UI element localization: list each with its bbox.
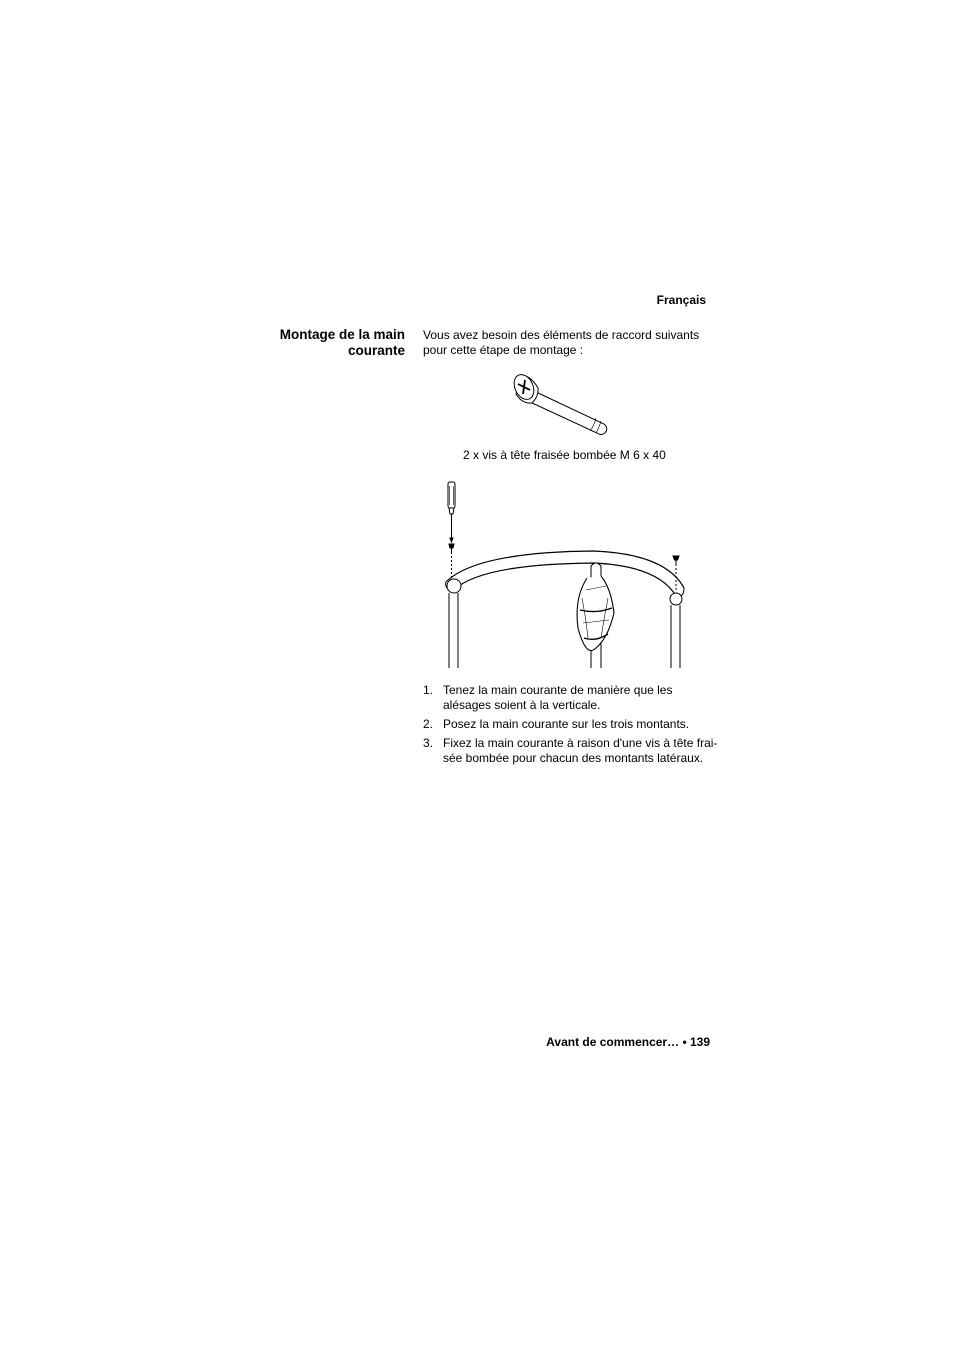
page-footer: Avant de commencer… • 139 xyxy=(546,1035,710,1049)
instruction-steps xyxy=(423,683,718,770)
section-title: Montage de la main courante xyxy=(279,327,405,358)
step-text: Posez la main courante sur les trois montants. xyxy=(443,717,690,731)
step-number: 2. xyxy=(423,717,434,731)
list-item xyxy=(423,683,718,713)
intro-text: Vous avez besoin des éléments de raccord suivants pour cette étape de montage : xyxy=(423,328,700,357)
parts-caption: 2 x vis à tête fraisée bombée M 6 x 40 xyxy=(463,448,666,462)
list-item xyxy=(423,717,718,732)
page-language-label: Français xyxy=(656,293,706,307)
step-text: Fixez la main courante à raison d'une vis à tête frai-sée bombée pour chacun des montants latéraux. xyxy=(443,736,718,765)
list-item xyxy=(423,736,718,766)
step-number: 3. xyxy=(423,736,434,750)
step-number: 1. xyxy=(423,683,434,697)
screwdriver-icon xyxy=(448,482,455,542)
handrail-assembly-illustration xyxy=(436,478,696,673)
step-text: Tenez la main courante de manière que les alésages soient à la verticale. xyxy=(443,683,673,712)
countersunk-screw-illustration xyxy=(508,370,618,442)
